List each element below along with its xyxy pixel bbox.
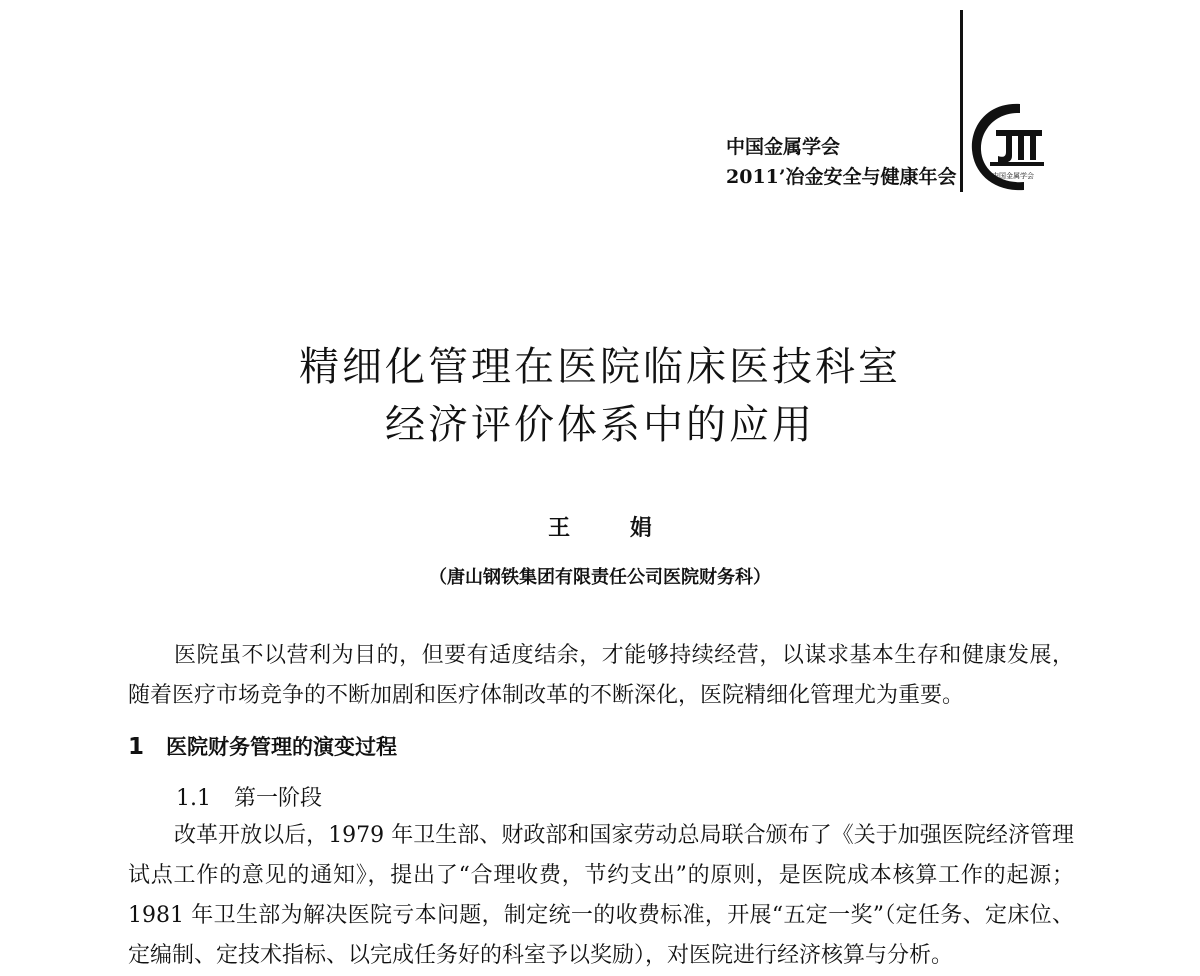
svg-text:中国金属学会: 中国金属学会 — [992, 172, 1034, 180]
subsection-number: 1.1 — [176, 786, 211, 811]
body-paragraph: 改革开放以后，1979 年卫生部、财政部和国家劳动总局联合颁布了《关于加强医院经济管理试点工作的意见的通知》，提出了“合理收费，节约支出”的原则，是医院成本核算工作的起源；1981 年卫生部为解决医院亏本问题，制定统一的收费标准，开展“五定一奖”（定任务、定床位、定编制、定技术指标、以完成任务好的科室予以奖励），对医院进行经济核算与分析。 — [128, 823, 1074, 968]
header-divider — [960, 10, 963, 192]
paper-title — [0, 338, 1200, 454]
conference-header — [726, 132, 958, 192]
author-affiliation: （唐山钢铁集团有限责任公司医院财务科） — [429, 567, 771, 588]
society-name: 中国金属学会 — [726, 136, 841, 158]
csm-society-logo-icon — [968, 96, 1054, 194]
title-line-1: 精细化管理在医院临床医技科室 — [299, 344, 901, 390]
intro-paragraph: 医院虽不以营利为目的，但要有适度结余，才能够持续经营，以谋求基本生存和健康发展，随着医疗市场竞争的不断加剧和医疗体制改革的不断深化，医院精细化管理尤为重要。 — [128, 643, 1074, 708]
subsection-heading — [176, 781, 322, 812]
conference-name: 2011’冶金安全与健康年会 — [726, 166, 957, 188]
section-number: 1 — [128, 734, 145, 760]
section-title: 医院财务管理的演变过程 — [166, 735, 397, 759]
section-heading — [128, 731, 397, 761]
subsection-title: 第一阶段 — [234, 786, 323, 811]
title-line-2: 经济评价体系中的应用 — [385, 402, 815, 448]
author-name: 王 娟 — [548, 515, 678, 541]
